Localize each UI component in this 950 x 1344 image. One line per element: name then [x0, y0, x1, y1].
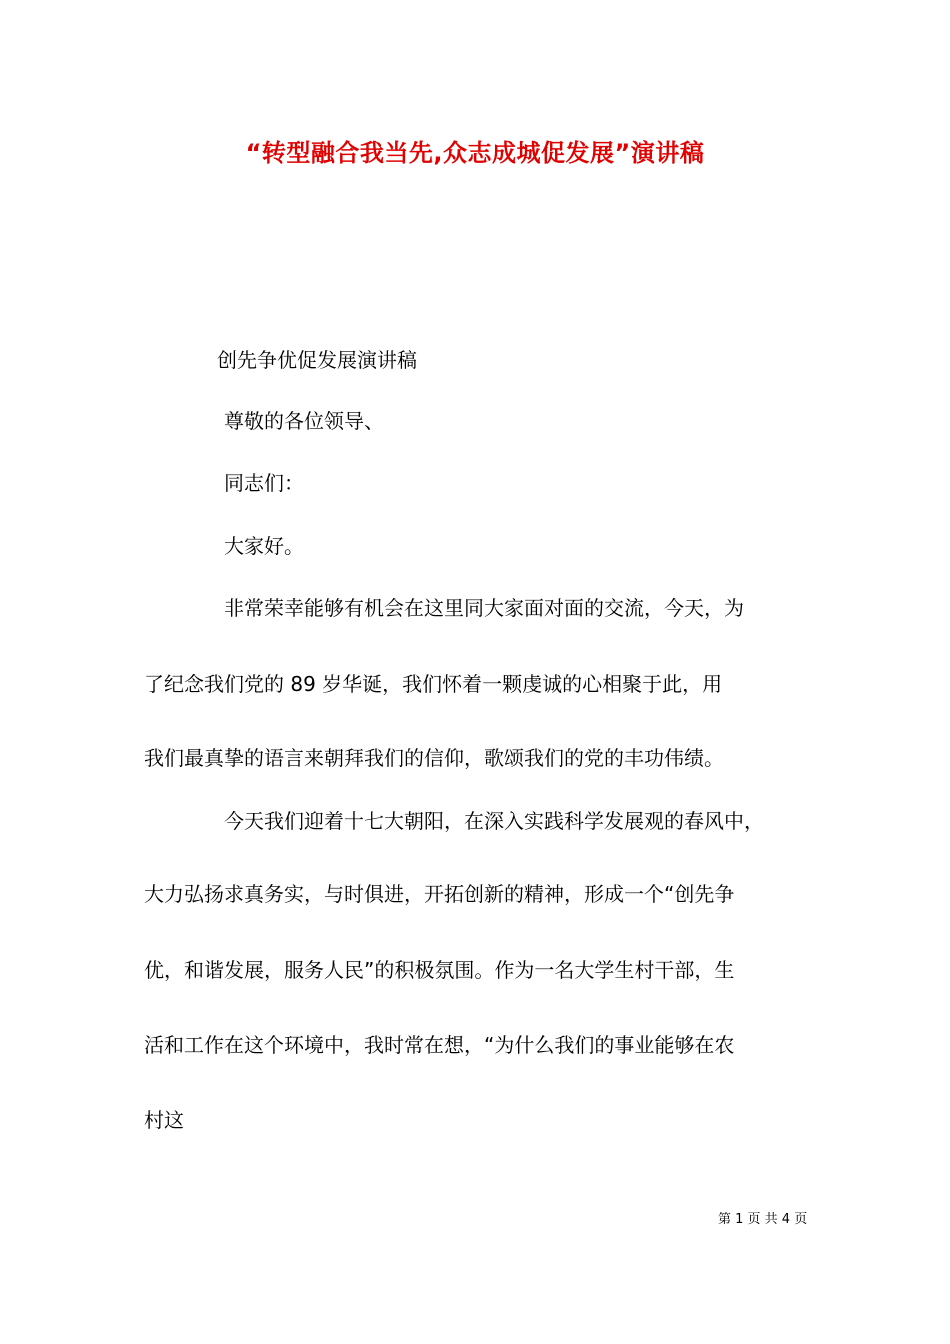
paragraph-line: 同志们： [224, 471, 304, 495]
document-title: “转型融合我当先,众志成城促发展”演讲稿 [245, 139, 705, 167]
paragraph-line: 今天我们迎着十七大朝阳，在深入实践科学发展观的春风中， [224, 809, 764, 833]
paragraph-line: 优，和谐发展，服务人民”的积极氛围。作为一名大学生村干部，生 [144, 958, 735, 982]
document-subtitle: 创先争优促发展演讲稿 [217, 348, 417, 372]
paragraph-line: 我们最真挚的语言来朝拜我们的信仰，歌颂我们的党的丰功伟绩。 [144, 746, 724, 770]
paragraph-line: 了纪念我们党的 89 岁华诞，我们怀着一颗虔诚的心相聚于此，用 [144, 672, 723, 696]
paragraph-line: 非常荣幸能够有机会在这里同大家面对面的交流，今天，为 [224, 596, 744, 620]
paragraph-line: 活和工作在这个环境中，我时常在想，“为什么我们的事业能够在农 [144, 1033, 735, 1057]
paragraph-line: 大力弘扬求真务实，与时俱进，开拓创新的精神，形成一个“创先争 [144, 882, 735, 906]
paragraph-line: 大家好。 [224, 534, 304, 558]
page-number: 第 1 页 共 4 页 [718, 1212, 808, 1227]
paragraph-line: 村这 [144, 1108, 184, 1132]
paragraph-line: 尊敬的各位领导、 [224, 409, 384, 433]
